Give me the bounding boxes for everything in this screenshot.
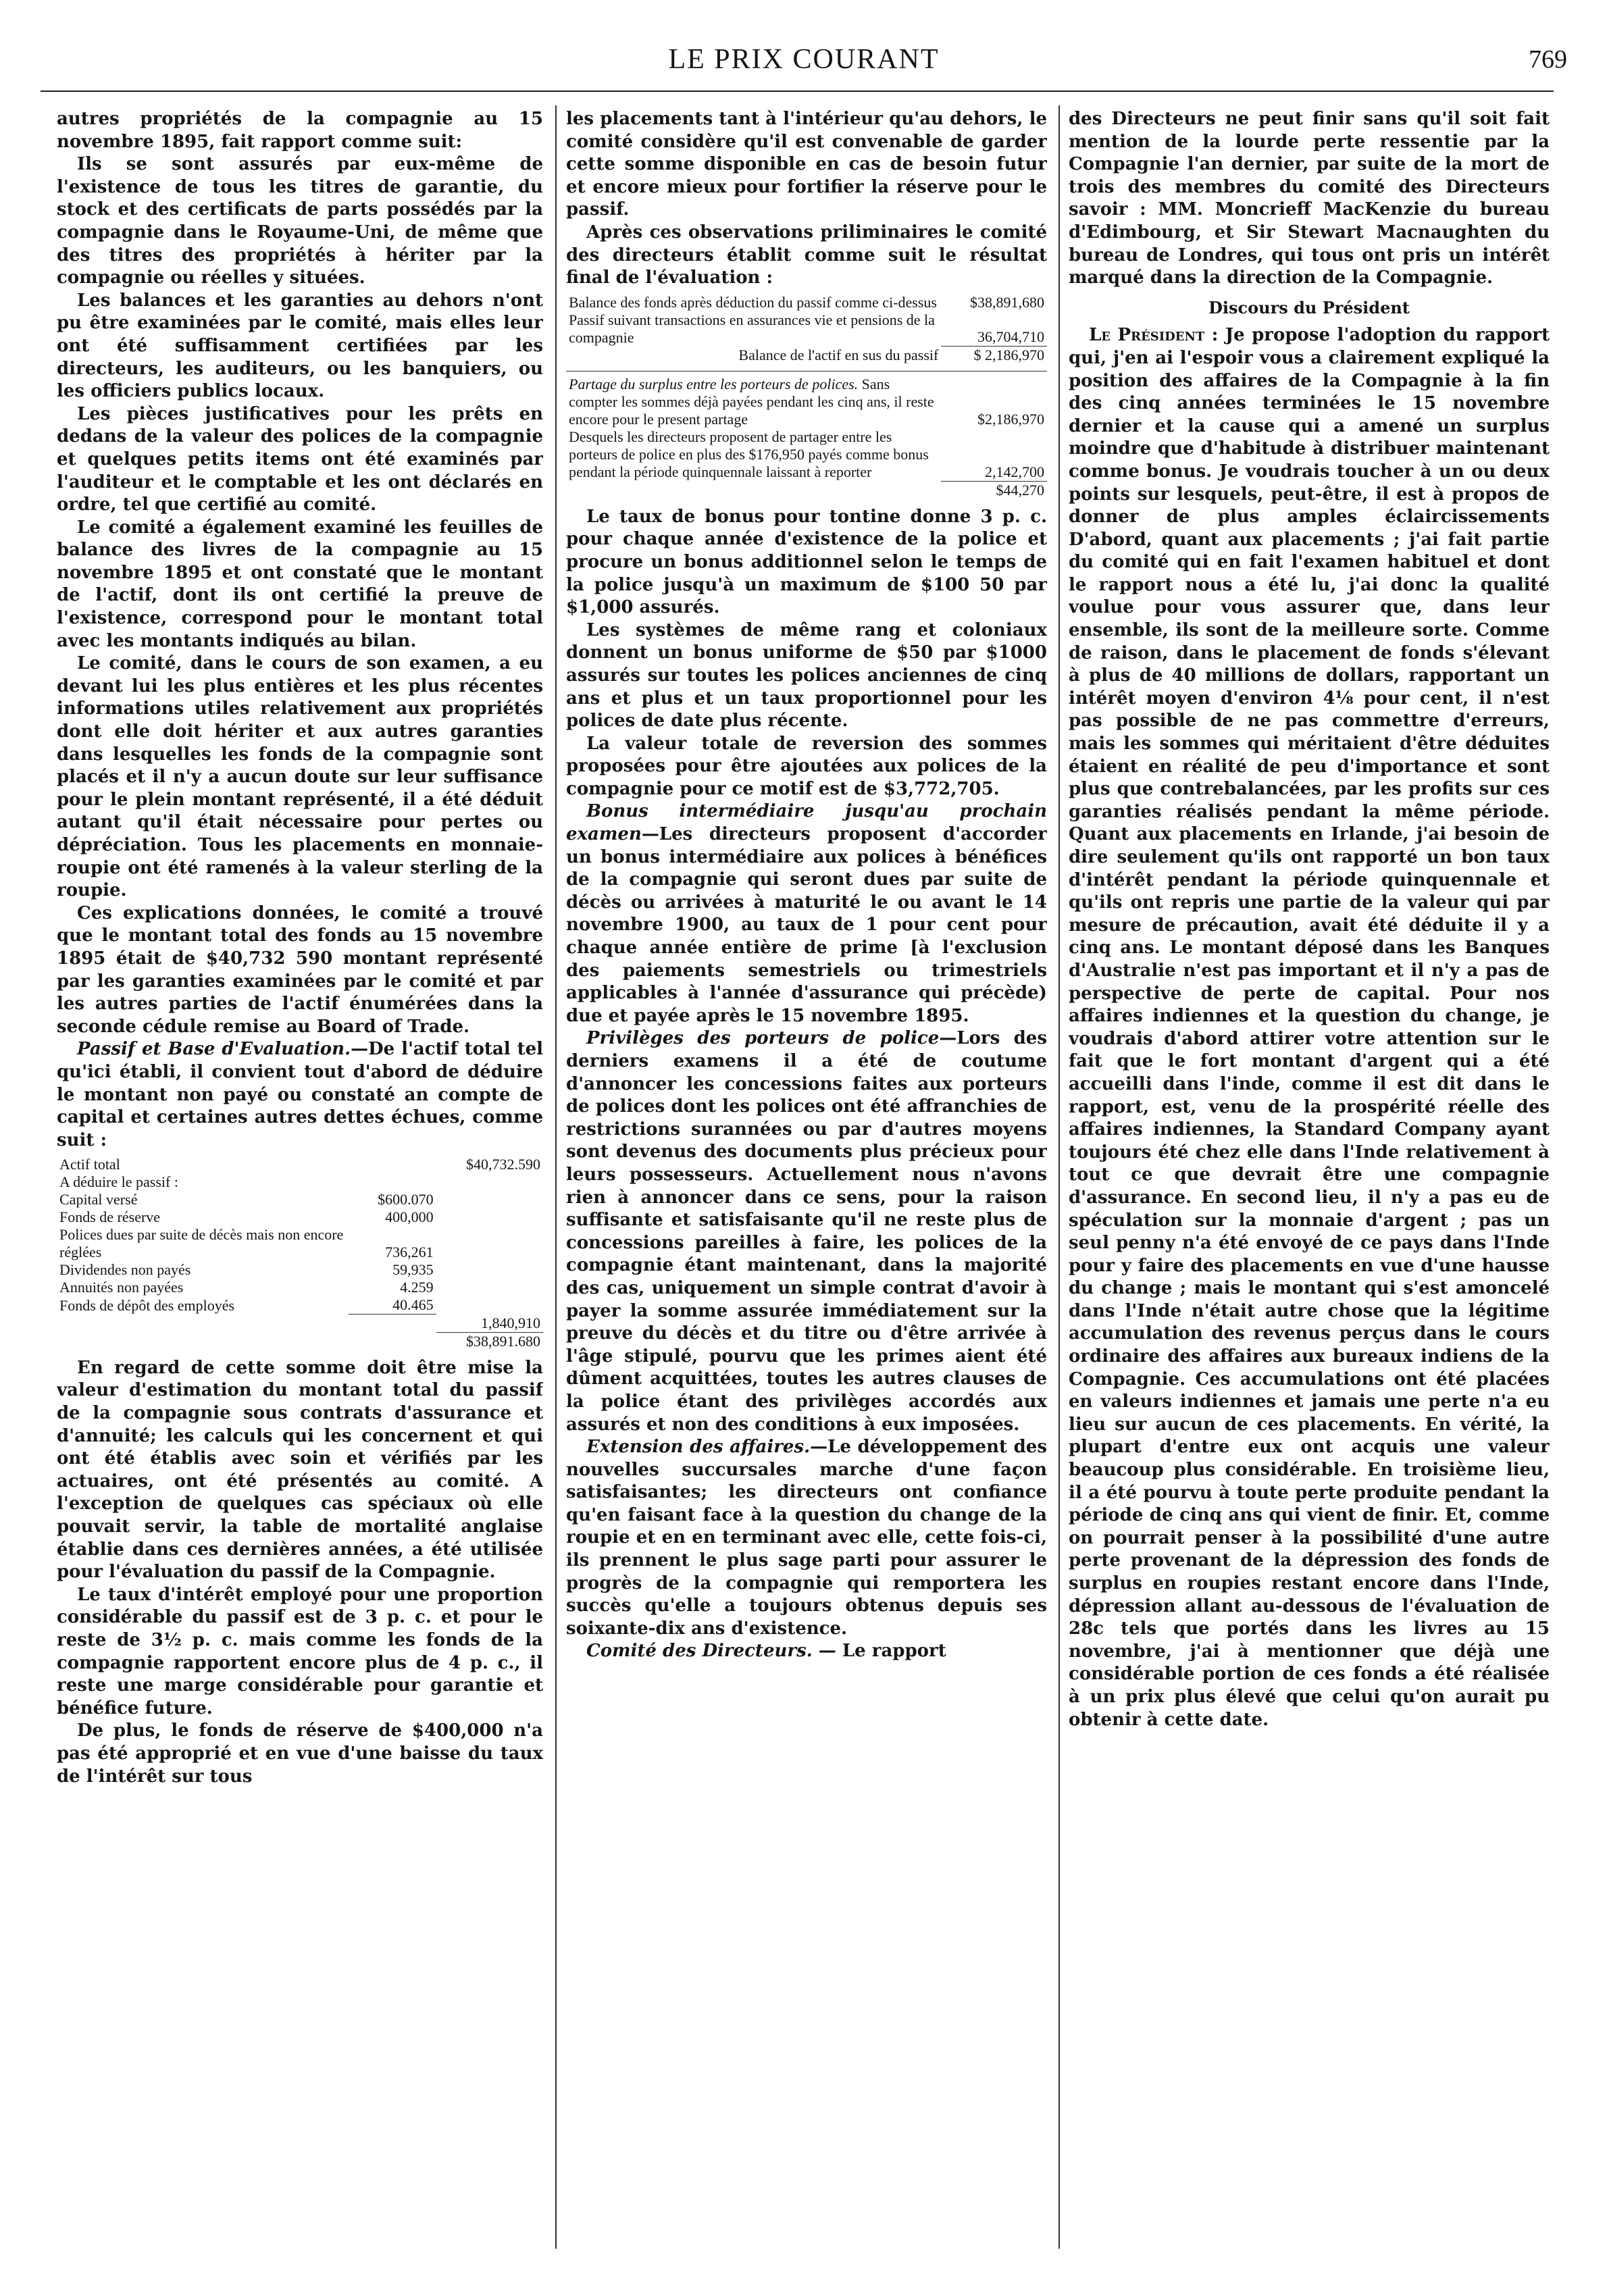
section-run-in-heading: Extension des affaires.	[586, 1437, 811, 1458]
table-amount: $600.070	[378, 1191, 434, 1208]
column-3	[1069, 108, 1550, 2255]
paragraph: Ces explications données, le comité a trouvé que le montant total des fonds au 15 novembre 1895 était de $40,732 590 montant représenté par les garanties examinées par le comité et par les autres parties de l'actif énumérées dans la seconde cédule remise au Board of Trade.	[57, 902, 543, 1037]
section-heading: Discours du Président	[1208, 297, 1410, 317]
paragraph: La valeur totale de reversion des sommes proposées pour être ajoutées aux polices de la compagnie pour ce motif est de $3,772,705.	[566, 733, 1047, 799]
page-number: 769	[1529, 45, 1567, 74]
table-row	[566, 481, 1047, 499]
paragraph	[566, 1027, 1047, 1436]
table-label: Actif total	[59, 1156, 120, 1173]
journal-title: LE PRIX COURANT	[668, 44, 940, 75]
paragraph: Ils se sont assurés par eux-même de l'existence de tous les titres de garantie, du stock et des certificats de parts possédés par la compagnie dans le Royaume-Uni, de même que des titres des propriétés à hériter par la compagnie ou réelles y situées.	[57, 154, 543, 288]
table-row	[566, 428, 1047, 481]
table-total: $38,891.680	[466, 1332, 540, 1350]
table-amount: 736,261	[385, 1244, 434, 1261]
table-label: Desquels les directeurs proposent de partager entre les porteurs de police en plus des $176,950 payés comme bonus pendant la période quinquennale laissant à reporter	[569, 428, 929, 481]
paragraph-text: : Je propose l'adoption du rapport qui, j'en ai l'espoir vous a clairement expliqué la position des affaires de la Compagnie à la fin des cinq années terminées le 15 novembre dernier et la cause qui a amené un surplus moindre que d'habitude à distribuer maintenant comme bonus. Je voudrais toucher à un ou deux points sur lesquels, peut-être, il est à propos de donner de plus amples éclaircissements D'abord, quant aux placements ; j'ai fait partie du comité qui en fait l'examen habituel et dont le rapport nous a été lu, j'ai donc la qualité voulue pour vous assurer que, dans leur ensemble, ils sont de la meilleure sorte. Comme de raison, dans le placement de fonds s'élevant à plus de 40 millions de dollars, rapportant un intérêt moyen d'environ 4⅛ pour cent, il n'est pas possible de ne pas commettre d'erreurs, mais les sommes qui méritaient d'être déduites étaient en réalité de peu d'importance et sont plus que contrebalancées, par les profits sur ces garanties réalisés pendant la même période. Quant aux placements en Irlande, j'ai besoin de dire seulement qu'ils ont rapporté un bon taux d'intérêt pendant la période quinquennale et qu'ils ont repris une partie de la valeur qui par mesure de précaution, avait été déduite il y a cinq ans. Le montant déposé dans les Banques d'Australie n'est pas important et il n'y a pas de perspective de perte de capital. Pour nos affaires indiennes et la question du change, je voudrais d'abord attirer votre attention sur le fait que le fort montant d'argent qui a été accueilli dans l'inde, comme il est dit dans le rapport, est, venu de la prospérité réelle des affaires indiennes, la Standard Company ayant toujours été chez elle dans l'Inde relativement à tout ce que devrait être une compagnie d'assurance. En second lieu, il n'y a pas eu de spéculation sur la monnaie d'argent ; pas un seul penny n'a été envoyé de ce pays dans l'Inde pour y faire des placements en vue d'une hausse du change ; mais le montant qui s'est amoncelé dans l'Inde n'était autre chose que la légitime accumulation des revenus perçus dans le cours ordinaire des affaires aux bureaux indiens de la Compagnie. Ces accumulations ont été placées en valeurs indiennes et jamais une perte n'a eu lieu sur aucun de ces placements. En vérité, la plupart d'entre eux ont acquis une valeur beaucoup plus considérable. En troisième lieu, il a été pourvu à toute perte produite pendant la période de cinq ans qui vient de finir. Et, comme on pourrait penser à la possibilité d'une autre perte provenant de la dépression des fonds de surplus en roupies restant encore dans l'Inde, dépression allant au-dessous de l'évaluation de 28c tels que portés dans les livres au 15 novembre, j'ai à mentionner que déjà une considérable portion de ces fonds a été réalisée à un prix plus élevé que celui qu'on aurait pu obtenir à cette date.	[1069, 325, 1550, 1730]
paragraph: Les pièces justificatives pour les prêts en dedans de la valeur des polices de la compagnie et quelques petits items ont été examinés par l'auditeur et le comptable et les ont déclarés en ordre, tel que certifié au comité.	[57, 403, 543, 515]
paragraph-text: — Le rapport	[812, 1641, 946, 1662]
paragraph: Après ces observations priliminaires le comité des directeurs établit comme suit le résultat final de l'évaluation :	[566, 222, 1047, 288]
table-amount: 400,000	[385, 1208, 434, 1226]
paragraph: Le taux d'intérêt employé pour une proportion considérable du passif est de 3 p. c. et pour le reste de 3½ p. c. mais comme les fonds de la compagnie rapportent encore plus de 4 p. c., il reste une marge considérable pour garantie et bénéfice future.	[57, 1584, 543, 1718]
page-header	[41, 39, 1567, 86]
table-row	[57, 1279, 543, 1296]
paragraph-text: —De l'actif total tel qu'ici établi, il convient tout d'abord de déduire le montant non payé ou constaté an compte de capital et certaines autres dettes échues, comme suit :	[57, 1039, 543, 1150]
table-amount: $40,732.590	[466, 1156, 540, 1173]
table-row	[57, 1156, 543, 1173]
paragraph	[566, 1436, 1047, 1640]
paragraph-text: —Les directeurs proposent d'accorder un bonus intermédiaire aux polices à bénéfices de la compagnie qui seront dues par suite de décès ou arrivées à maturité le ou avant le 14 novembre 1900, au taux de 1 pour cent pour chaque année entière de prime [à l'exclusion des paiements semestriels ou trimestriels applicables à l'année d'assurance qui précède) due et payée après le 15 novembre 1895.	[566, 824, 1047, 1026]
table-label: Sans compter les sommes déjà payées pendant les cinq ans, il reste encore pour le present partage	[569, 376, 934, 428]
evaluation-table	[566, 294, 1047, 365]
table-amount: $2,186,970	[977, 411, 1044, 428]
paragraph: des Directeurs ne peut finir sans qu'il soit fait mention de la lourde perte ressentie par la Compagnie l'an dernier, par suite de la mort de trois des membres du comité des Directeurs savoir : MM. Moncrieff MacKenzie du bureau d'Edimbourg, et Sir Stewart Macnaughten du bureau de Londres, qui tous ont pris un intérêt marqué dans la direction de la Compagnie.	[1069, 109, 1550, 288]
table-row	[566, 294, 1047, 311]
table-row	[57, 1208, 543, 1226]
column-1	[57, 108, 543, 2255]
table-label: Balance de l'actif en sus du passif	[738, 347, 939, 364]
table-amount: 2,142,700	[941, 428, 1047, 481]
paragraph-text: —Lors des derniers examens il a été de coutume d'annoncer les concessions faites aux porteurs de polices dont les polices ont été affranchies de restrictions surannées ou par d'autres moyens sont devenus des documents plus précieux pour leurs possesseurs. Actuellement nous n'avons rien à annoncer dans ce sens, pour la raison suffisante et satisfaisante qu'il ne reste plus de concessions pareilles à faire, les polices de la compagnie étant maintenant, dans la majorité des cas, uniquement un simple contrat d'avoir à payer la somme assurée immédiatement sur la preuve du décès et du titre ou d'être arrivée à l'âge stipulé, pourvu que les primes aient été dûment acquittées, toutes les autres clauses de la police étant des privilèges accordés aux assurés et non des conditions à eux imposées.	[566, 1028, 1047, 1435]
table-label: Dividendes non payés	[59, 1261, 191, 1279]
table-row	[57, 1173, 543, 1191]
paragraph: Le comité, dans le cours de son examen, a eu devant lui les plus entières et les plus récentes informations utiles relativement aux propriétés dont elle doit hériter et aux autres garanties dans lesquelles les fonds de la compagnie sont placés et il n'y a aucun doute sur leur suffisance pour le plein montant représenté, il a été déduit autant qu'il était nécessaire pour pertes ou dépréciation. Tous les placements en monnaie-roupie ont été ramenés à la valeur sterling de la roupie.	[57, 653, 543, 901]
table-amount: $ 2,186,970	[973, 347, 1044, 364]
table-subtotal: 1,840,910	[436, 1315, 543, 1333]
table-label: A déduire le passif :	[59, 1173, 178, 1191]
table-row	[57, 1315, 543, 1333]
paragraph: Le taux de bonus pour tontine donne 3 p. c. pour chaque année d'existence de la police et procure un bonus additionnel selon le temps de la police jusqu'à un maximum de $100 50 par $1,000 assurés.	[566, 506, 1047, 618]
table-amount: 59,935	[392, 1261, 434, 1279]
table-label: Polices dues par suite de décès mais non encore réglées	[59, 1226, 344, 1261]
column-2	[566, 108, 1047, 2255]
paragraph	[566, 800, 1047, 1027]
paragraph	[1069, 324, 1550, 1731]
column-divider-1	[555, 105, 557, 2249]
table-row	[57, 1191, 543, 1208]
table-label: Fonds de réserve	[59, 1208, 161, 1226]
table-row	[566, 376, 1047, 428]
table-row	[566, 347, 1047, 365]
paragraph	[57, 1038, 543, 1152]
table-amount: $38,891,680	[970, 293, 1044, 311]
passif-table	[57, 1156, 543, 1350]
table-label: Annuités non payées	[59, 1279, 184, 1296]
section-run-in-heading: Privilèges des porteurs de police	[586, 1028, 940, 1049]
paragraph: Les systèmes de même rang et coloniaux donnent un bonus uniforme de $50 par $1000 assurés sur toutes les polices anciennes de cinq ans et plus et un taux proportionnel pour les polices de date plus récente.	[566, 619, 1047, 732]
column-divider-2	[1058, 105, 1060, 2249]
partage-table	[566, 376, 1047, 499]
table-amount: 4.259	[400, 1279, 434, 1296]
paragraph: autres propriétés de la compagnie au 15 novembre 1895, fait rapport comme suit:	[57, 109, 543, 152]
section-run-in-heading: Passif et Base d'Evaluation.	[77, 1039, 351, 1060]
section-run-in-heading: Bonus intermédiaire jusqu'au prochain examen	[566, 801, 1047, 845]
header-rule	[41, 91, 1554, 92]
table-label: Fonds de dépôt des employés	[59, 1296, 235, 1314]
table-amount: $44,270	[996, 481, 1044, 499]
table-amount: 36,704,710	[941, 311, 1047, 347]
paragraph: Les balances et les garanties au dehors n'ont pu être examinées par le comité, mais elles leur ont été suffisamment certifiées par les directeurs, les auditeurs, ou les banquiers, ou les officiers publics locaux.	[57, 290, 543, 402]
section-run-in-heading: Comité des Directeurs.	[586, 1641, 813, 1662]
table-row	[57, 1332, 543, 1350]
table-heading: Partage du surplus entre les porteurs de polices.	[569, 376, 859, 393]
table-label: Balance des fonds après déduction du passif comme ci-dessus	[569, 293, 937, 311]
paragraph: En regard de cette somme doit être mise la valeur d'estimation du montant total du passif de la compagnie sous contrats d'assurance et d'annuité; les calculs qui les concernent et qui ont été établis avec soin et vérifiés par les actuaires, ont été présentés au comité. A l'exception de quelques cas spéciaux où elle pouvait servir, la table de mortalité anglaise établie dans ces dernières années, a été utilisée pour l'évaluation du passif de la Compagnie.	[57, 1357, 543, 1583]
table-row	[57, 1226, 543, 1261]
table-label: Capital versé	[59, 1191, 138, 1208]
table-label: Passif suivant transactions en assurances vie et pensions de la compagnie	[569, 311, 935, 346]
paragraph: Le comité a également examiné les feuilles de balance des livres de la compagnie au 15 novembre 1895 et ont constaté que le montant de l'actif, dont ils ont certifié la preuve de l'existence, correspond pour le montant total avec les montants indiqués au bilan.	[57, 517, 543, 651]
table-row	[57, 1296, 543, 1315]
paragraph: De plus, le fonds de réserve de $400,000 n'a pas été approprié et en vue d'une baisse du taux de l'intérêt sur tous	[57, 1720, 543, 1787]
paragraph	[566, 1640, 1047, 1663]
divider	[566, 371, 1047, 372]
paragraph: les placements tant à l'intérieur qu'au dehors, le comité considère qu'il est convenable de garder cette somme disponible en cas de besoin futur et encore mieux pour fortifier la réserve pour le passif.	[566, 109, 1047, 220]
speaker-name: Le Président	[1089, 325, 1205, 346]
paragraph-text: —Le développement des nouvelles succursales marche d'une façon satisfaisantes; les directeurs ont confiance qu'en faisant face à la question du change de la roupie et en en terminant avec elle, cette fois-ci, ils prennent le plus sage parti pour assurer le progrès de la compagnie qui remportera les succès qu'elle a toujours obtenus depuis ses soixante-dix ans d'existence.	[566, 1437, 1047, 1639]
table-row	[566, 311, 1047, 347]
table-amount: 40.465	[349, 1296, 436, 1315]
table-row	[57, 1261, 543, 1279]
